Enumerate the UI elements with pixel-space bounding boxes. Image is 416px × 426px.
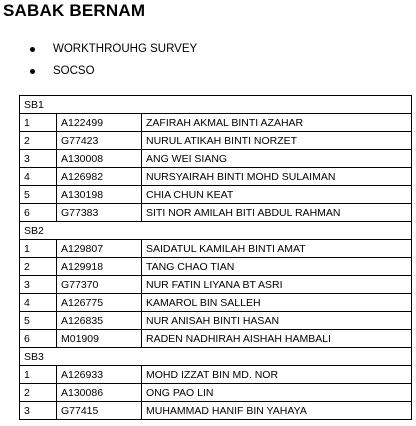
table-row [20, 330, 412, 348]
student-name: NURUL ATIKAH BINTI NORZET [142, 132, 412, 150]
table-row [20, 204, 412, 222]
student-id: A129918 [57, 258, 142, 276]
row-number: 5 [20, 186, 57, 204]
row-number: 3 [20, 402, 57, 420]
table-row [20, 366, 412, 384]
table-row [20, 402, 412, 420]
roster-table [19, 95, 412, 420]
bullet-icon [30, 69, 35, 74]
group-header-row [20, 96, 412, 114]
row-number: 6 [20, 330, 57, 348]
row-number: 2 [20, 258, 57, 276]
group-header-row [20, 222, 412, 240]
student-id: G77423 [57, 132, 142, 150]
student-name: ZAFIRAH AKMAL BINTI AZAHAR [142, 114, 412, 132]
bullet-list [30, 41, 197, 85]
bullet-item [30, 41, 197, 63]
group-header-row [20, 348, 412, 366]
table-row [20, 114, 412, 132]
row-number: 1 [20, 114, 57, 132]
student-name: NUR ANISAH BINTI HASAN [142, 312, 412, 330]
student-name: ONG PAO LIN [142, 384, 412, 402]
table-row [20, 312, 412, 330]
student-name: CHIA CHUN KEAT [142, 186, 412, 204]
row-number: 3 [20, 276, 57, 294]
student-name: NURSYAIRAH BINTI MOHD SULAIMAN [142, 168, 412, 186]
row-number: 1 [20, 240, 57, 258]
student-id: G77383 [57, 204, 142, 222]
group-name: SB3 [20, 348, 412, 366]
table-row [20, 168, 412, 186]
bullet-text: SOCSO [53, 65, 95, 77]
row-number: 2 [20, 384, 57, 402]
student-id: A130198 [57, 186, 142, 204]
student-id: A130086 [57, 384, 142, 402]
table-row [20, 150, 412, 168]
bullet-text: WORKTHROUHG SURVEY [53, 43, 198, 55]
row-number: 4 [20, 168, 57, 186]
student-id: A129807 [57, 240, 142, 258]
student-id: A122499 [57, 114, 142, 132]
row-number: 5 [20, 312, 57, 330]
table-row [20, 186, 412, 204]
table-row [20, 258, 412, 276]
student-name: SITI NOR AMILAH BITI ABDUL RAHMAN [142, 204, 412, 222]
table-row [20, 132, 412, 150]
student-id: A130008 [57, 150, 142, 168]
table-row [20, 384, 412, 402]
table-row [20, 294, 412, 312]
group-name: SB2 [20, 222, 412, 240]
student-name: NUR FATIN LIYANA BT ASRI [142, 276, 412, 294]
student-name: RADEN NADHIRAH AISHAH HAMBALI [142, 330, 412, 348]
student-id: G77415 [57, 402, 142, 420]
student-id: M01909 [57, 330, 142, 348]
bullet-icon [30, 47, 35, 52]
group-name: SB1 [20, 96, 412, 114]
student-name: TANG CHAO TIAN [142, 258, 412, 276]
row-number: 4 [20, 294, 57, 312]
student-id: A126835 [57, 312, 142, 330]
table-row [20, 240, 412, 258]
student-name: KAMAROL BIN SALLEH [142, 294, 412, 312]
bullet-item [30, 63, 197, 85]
student-name: MOHD IZZAT BIN MD. NOR [142, 366, 412, 384]
student-name: ANG WEI SIANG [142, 150, 412, 168]
row-number: 2 [20, 132, 57, 150]
student-id: G77370 [57, 276, 142, 294]
student-id: A126982 [57, 168, 142, 186]
row-number: 3 [20, 150, 57, 168]
row-number: 6 [20, 204, 57, 222]
student-id: A126933 [57, 366, 142, 384]
student-name: SAIDATUL KAMILAH BINTI AMAT [142, 240, 412, 258]
student-id: A126775 [57, 294, 142, 312]
student-name: MUHAMMAD HANIF BIN YAHAYA [142, 402, 412, 420]
table-row [20, 276, 412, 294]
row-number: 1 [20, 366, 57, 384]
page-title: SABAK BERNAM [3, 1, 146, 20]
